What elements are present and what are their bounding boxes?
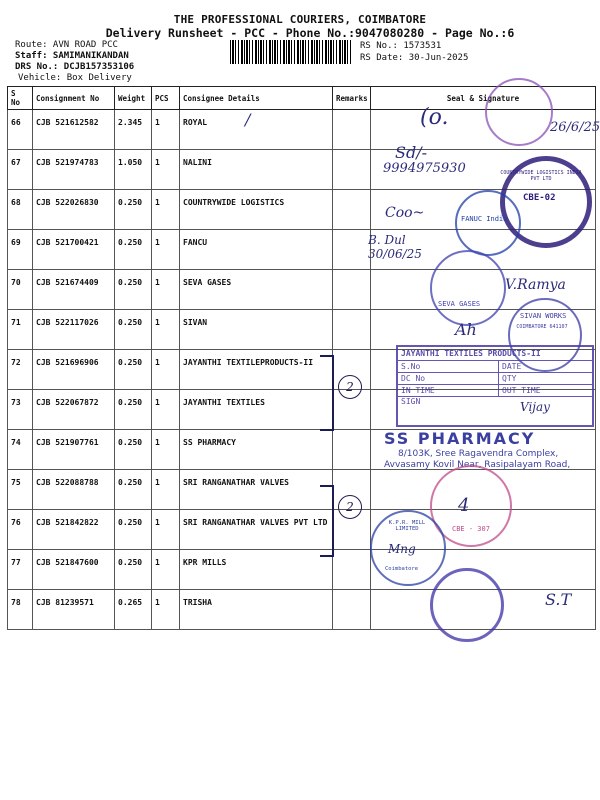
row-sno: 69 (8, 230, 33, 270)
sivan-stamp-text: SIVAN WORKS (520, 312, 567, 320)
row-weight: 0.250 (115, 350, 152, 390)
row-consignee: KPR MILLS (180, 550, 333, 590)
row-remarks (333, 190, 371, 230)
row-consignee: TRISHA (180, 590, 333, 630)
row-pcs: 1 (152, 350, 180, 390)
row-consignee: COUNTRYWIDE LOGISTICS (180, 190, 333, 230)
row-consignment: CJB 521974783 (33, 150, 115, 190)
rs-date-field: RS Date: 30-Jun-2025 (360, 53, 469, 63)
jayanthi-sign: SIGN (401, 397, 421, 406)
row-consignee: JAYANTHI TEXTILEPRODUCTS-II (180, 350, 333, 390)
countrywide-stamp-text: COUNTRYWIDE LOGISTICS INDIA PVT LTD (500, 170, 582, 182)
row-pcs: 1 (152, 190, 180, 230)
row-consignment: CJB 521847600 (33, 550, 115, 590)
runsheet-subtitle: Delivery Runsheet - PCC - Phone No.:9047080280 - Page No.:6 (105, 26, 515, 40)
runsheet-title: THE PROFESSIONAL COURIERS, COIMBATORE (173, 13, 427, 26)
drs-field (15, 62, 134, 72)
row-consignee: SS PHARMACY (180, 430, 333, 470)
ss-pharmacy-addr1: 8/103K, Sree Ragavendra Complex, (398, 449, 559, 459)
signature-jayanthi: Vijay (520, 400, 550, 414)
cbe-02-text: CBE-02 (523, 193, 556, 203)
row-pcs: 1 (152, 590, 180, 630)
fanuc-stamp (455, 190, 521, 256)
row-weight: 2.345 (115, 110, 152, 150)
row-pcs: 1 (152, 390, 180, 430)
row-remarks (333, 310, 371, 350)
jayanthi-intime: IN TIME (398, 385, 499, 396)
row-remarks (333, 270, 371, 310)
circular-stamp-top (485, 78, 553, 146)
ss-pharmacy-addr2: Avvasamy Kovil Near, Rasipalayam Road, (384, 460, 571, 470)
row-pcs: 1 (152, 230, 180, 270)
trisha-stamp (430, 568, 504, 642)
row-consignee: ROYAL (180, 110, 333, 150)
jayanthi-outtime: OUT TIME (502, 386, 541, 395)
signature-countrywide: Coo~ (385, 205, 425, 221)
staff-field: Staff: SAMIMANIKANDAN (15, 51, 129, 61)
table-row (8, 550, 596, 590)
row-pcs: 1 (152, 430, 180, 470)
row-consignee: NALINI (180, 150, 333, 190)
bracket-72-73 (320, 355, 334, 431)
row-weight: 0.250 (115, 310, 152, 350)
kpr-stamp-city: Coimbatore (385, 566, 419, 572)
row-pcs: 1 (152, 110, 180, 150)
handwritten-date: B. Dul 30/06/25 (368, 233, 422, 261)
row-remarks (333, 230, 371, 270)
row-consignment: CJB 521674409 (33, 270, 115, 310)
row-sno: 77 (8, 550, 33, 590)
drs-label: DRS No.: (15, 62, 64, 72)
row-pcs: 1 (152, 270, 180, 310)
bracket-mark-2 (338, 495, 362, 519)
row-consignee: SEVA GASES (180, 270, 333, 310)
row-consignee: SIVAN (180, 310, 333, 350)
row-consignment: CJB 522117026 (33, 310, 115, 350)
row-weight: 0.250 (115, 470, 152, 510)
signature-nalini: Sd/- (395, 143, 427, 162)
row-sno: 70 (8, 270, 33, 310)
row-remarks (333, 430, 371, 470)
row-sno: 75 (8, 470, 33, 510)
vehicle-field: Vehicle: Box Delivery (18, 73, 132, 83)
signature-ranganathar: 4 (458, 495, 470, 516)
col-seal: Seal & Signature (371, 87, 596, 110)
jayanthi-date: DATE (502, 362, 522, 371)
row-sno: 71 (8, 310, 33, 350)
signature-kpr: Mng (388, 542, 416, 556)
col-pcs: PCS (152, 87, 180, 110)
row-weight: 0.250 (115, 510, 152, 550)
row-pcs: 1 (152, 150, 180, 190)
signature-sivan: Ah (455, 320, 477, 339)
bracket-mark-1 (338, 375, 362, 399)
row-weight: 0.250 (115, 430, 152, 470)
row-consignee: SRI RANGANATHAR VALVES PVT LTD (180, 510, 333, 550)
row-remarks (333, 590, 371, 630)
row-sno: 67 (8, 150, 33, 190)
cbe-307-text: CBE - 307 (452, 525, 490, 533)
tick-mark: / (245, 110, 251, 129)
row-pcs: 1 (152, 510, 180, 550)
row-weight: 0.250 (115, 270, 152, 310)
row-consignee: JAYANTHI TEXTILES (180, 390, 333, 430)
route-field: Route: AVN ROAD PCC (15, 40, 118, 50)
row-consignment: CJB 522067872 (33, 390, 115, 430)
handwritten-phone: 9994975930 (383, 161, 466, 176)
row-weight: 0.250 (115, 550, 152, 590)
jayanthi-sno: S.No (398, 361, 499, 372)
col-weight: Weight (115, 87, 152, 110)
row-remarks (333, 550, 371, 590)
row-weight: 0.250 (115, 390, 152, 430)
row-sno: 76 (8, 510, 33, 550)
jayanthi-qty: QTY (502, 374, 517, 383)
row-weight: 0.250 (115, 230, 152, 270)
row-weight: 1.050 (115, 150, 152, 190)
jayanthi-stamp-title: JAYANTHI TEXTILES PRODUCTS-II (398, 347, 592, 361)
col-consignee: Consignee Details (180, 87, 333, 110)
row-consignee: FANCU (180, 230, 333, 270)
row-sno: 66 (8, 110, 33, 150)
row-pcs: 1 (152, 550, 180, 590)
col-remarks: Remarks (333, 87, 371, 110)
row-consignment: CJB 521696906 (33, 350, 115, 390)
row-sno: 68 (8, 190, 33, 230)
seva-stamp-text: SEVA GASES (438, 300, 481, 308)
row-pcs: 1 (152, 310, 180, 350)
row-sno: 78 (8, 590, 33, 630)
row-consignment: CJB 81239571 (33, 590, 115, 630)
table-row (8, 590, 596, 630)
row-consignment: CJB 521700421 (33, 230, 115, 270)
col-consignment: Consignment No (33, 87, 115, 110)
jayanthi-stamp (396, 345, 594, 427)
kpr-stamp-text: K.P.R. MILL LIMITED (388, 520, 426, 532)
row-remarks (333, 110, 371, 150)
barcode (230, 40, 352, 64)
jayanthi-dcno: DC No (398, 373, 499, 384)
signature-royal: (o. (420, 105, 449, 130)
seva-stamp (430, 250, 506, 326)
signature-seva: V.Ramya (505, 277, 566, 293)
drs-value: DCJB157353106 (63, 62, 135, 72)
row-consignment: CJB 521907761 (33, 430, 115, 470)
row-weight: 0.250 (115, 190, 152, 230)
row-weight: 0.265 (115, 590, 152, 630)
row-consignment: CJB 521842822 (33, 510, 115, 550)
row-consignment: CJB 522088788 (33, 470, 115, 510)
row-sno: 72 (8, 350, 33, 390)
row-sno: 74 (8, 430, 33, 470)
signature-royal-2: 26/6/25 (550, 120, 600, 135)
row-consignment: CJB 521612582 (33, 110, 115, 150)
row-consignment: CJB 522026830 (33, 190, 115, 230)
bracket-75-77 (320, 485, 334, 557)
signature-trisha: S.T (545, 590, 572, 609)
row-sno: 73 (8, 390, 33, 430)
col-sno: S No (8, 87, 33, 110)
rs-no-field: RS No.: 1573531 (360, 41, 442, 51)
bracket-mark-2-text: 2 (346, 500, 354, 514)
ss-pharmacy-name: SS PHARMACY (384, 429, 536, 448)
row-pcs: 1 (152, 470, 180, 510)
bracket-mark-1-text: 2 (346, 380, 354, 394)
row-remarks (333, 150, 371, 190)
fanuc-stamp-text: FANUC India (461, 215, 508, 223)
row-consignee: SRI RANGANATHAR VALVES (180, 470, 333, 510)
sivan-stamp-city: COIMBATORE 641107 (516, 324, 568, 330)
